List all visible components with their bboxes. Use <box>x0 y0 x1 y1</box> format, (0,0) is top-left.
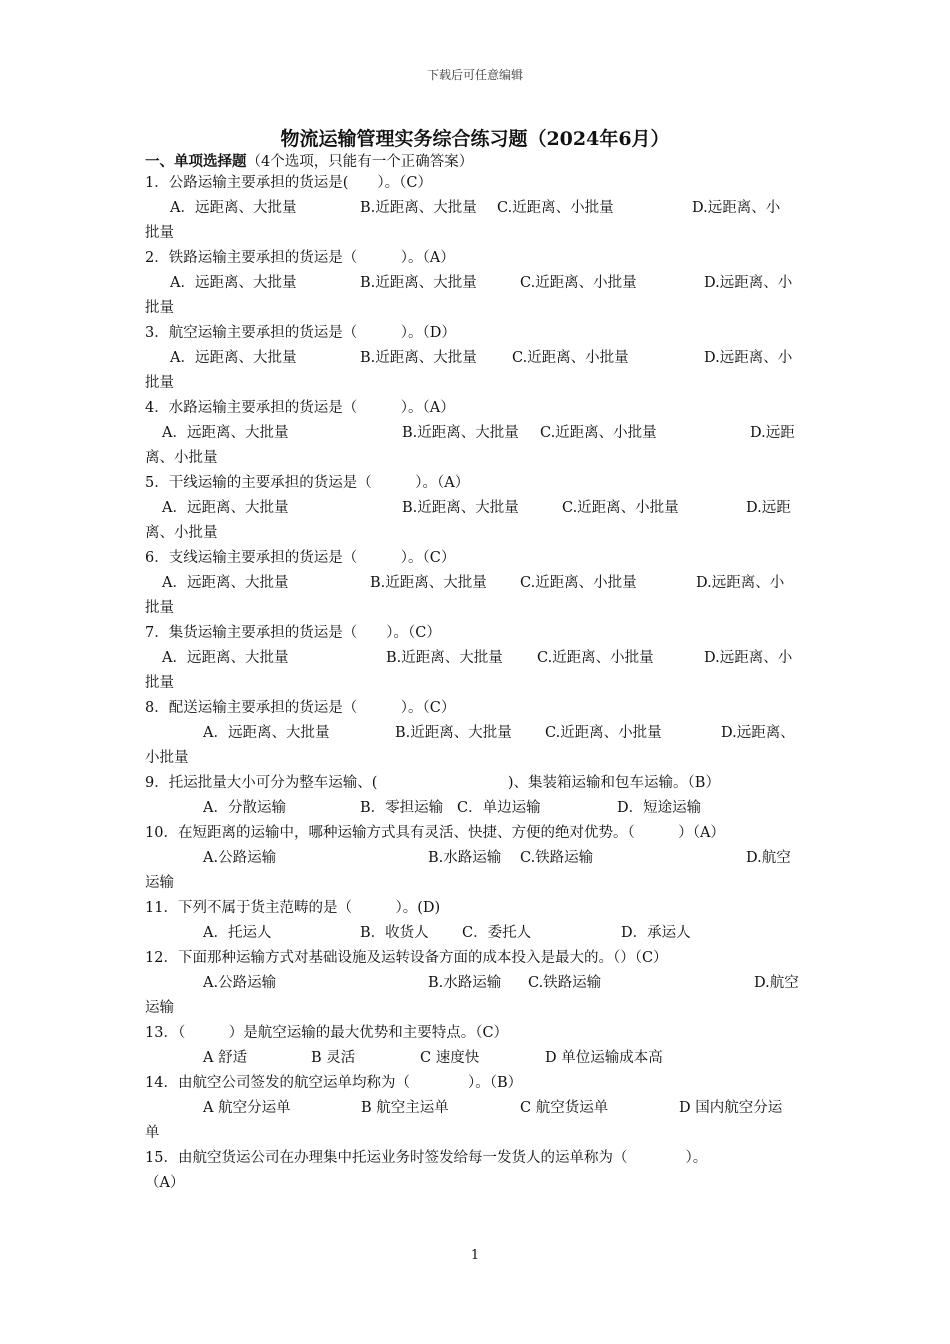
text-line: D.远距离、小 <box>704 650 793 666</box>
text-line: 12．下面那种运输方式对基础设施及运转设备方面的成本投入是最大的。（）（C） <box>145 950 668 966</box>
text-line: C.近距离、小批量 <box>540 425 657 441</box>
section-label: 一、单项选择题 <box>145 153 247 170</box>
text-line: C.铁路运输 <box>528 975 602 991</box>
text-line: 2．铁路运输主要承担的货运是（ ）。（A） <box>145 250 455 266</box>
text-line: 7．集货运输主要承担的货运是（ ）。（C） <box>145 625 441 641</box>
text-line: C 速度快 <box>420 1050 480 1066</box>
text-line: B 航空主运单 <box>361 1100 449 1116</box>
text-line: 5．干线运输的主要承担的货运是（ ）。（A） <box>145 475 470 491</box>
text-line: A．远距离、大批量 <box>170 350 297 366</box>
text-line: D.远距离、小 <box>692 200 781 216</box>
text-line: D.远距离、 <box>721 725 795 741</box>
text-line: B.水路运输 <box>428 975 502 991</box>
text-line: D.远距 <box>750 425 795 441</box>
text-line: C 航空货运单 <box>520 1100 609 1116</box>
section-heading <box>145 152 473 172</box>
text-line: D.远距 <box>746 500 791 516</box>
text-line: 3．航空运输主要承担的货运是（ ）。（D） <box>145 325 456 341</box>
text-line: B.近距离、大批量 <box>360 275 477 291</box>
section-note: （4个选项，只能有一个正确答案） <box>246 154 474 170</box>
text-line: 15．由航空货运公司在办理集中托运业务时签发给每一发货人的运单称为（ ）。 <box>145 1150 708 1166</box>
text-line: A．远距离、大批量 <box>162 425 289 441</box>
text-line: 批量 <box>145 600 174 616</box>
text-line: 13．（ ）是航空运输的最大优势和主要特点。（C） <box>145 1025 509 1041</box>
text-line: A．远距离、大批量 <box>162 500 289 516</box>
text-line: C.近距离、小批量 <box>497 200 614 216</box>
text-line: 离、小批量 <box>145 525 218 541</box>
text-line: 6．支线运输主要承担的货运是（ ）。（C） <box>145 550 456 566</box>
text-line: （A） <box>145 1175 185 1191</box>
text-line: B.近距离、大批量 <box>370 575 487 591</box>
text-line: 小批量 <box>145 750 189 766</box>
text-line: B.近距离、大批量 <box>386 650 503 666</box>
text-line: A．远距离、大批量 <box>162 650 289 666</box>
text-line: D.航空 <box>746 850 791 866</box>
text-line: C．单边运输 <box>457 800 541 816</box>
text-line: 14．由航空公司签发的航空运单均称为（ ）。（B） <box>145 1075 523 1091</box>
text-line: C.铁路运输 <box>520 850 594 866</box>
text-line: 4．水路运输主要承担的货运是（ ）。（A） <box>145 400 455 416</box>
text-line: 11．下列不属于货主范畴的是（ ）。(D) <box>145 900 441 916</box>
text-line: C.近距离、小批量 <box>545 725 662 741</box>
text-line: B.近距离、大批量 <box>360 200 477 216</box>
text-line: A．远距离、大批量 <box>170 200 297 216</box>
text-line: 批量 <box>145 675 174 691</box>
page-title: 物流运输管理实务综合练习题（2024年6月） <box>280 128 670 150</box>
page-header: 下载后可任意编辑 <box>426 68 523 82</box>
text-line: D 国内航空分运 <box>679 1100 783 1116</box>
text-line: 运输 <box>145 1000 174 1016</box>
text-line: A 航空分运单 <box>203 1100 291 1116</box>
text-line: B.水路运输 <box>428 850 502 866</box>
text-line: A．远距离、大批量 <box>203 725 330 741</box>
text-line: D．承运人 <box>621 925 691 941</box>
text-line: D.航空 <box>754 975 799 991</box>
text-line: B.近距离、大批量 <box>402 425 519 441</box>
text-line: A.公路运输 <box>203 850 277 866</box>
text-line: B.近距离、大批量 <box>395 725 512 741</box>
text-line: B.近距离、大批量 <box>402 500 519 516</box>
text-line: B．收货人 <box>360 925 429 941</box>
text-line: A.公路运输 <box>203 975 277 991</box>
text-line: B.近距离、大批量 <box>360 350 477 366</box>
text-line: A．远距离、大批量 <box>170 275 297 291</box>
text-line: C.近距离、小批量 <box>520 575 637 591</box>
text-line: 1．公路运输主要承担的货运是( ）。（C） <box>145 175 432 191</box>
text-line: 10．在短距离的运输中，哪种运输方式具有灵活、快捷、方便的绝对优势。（ ）（A） <box>145 825 725 841</box>
text-line: D.远距离、小 <box>704 275 793 291</box>
text-line: 9．托运批量大小可分为整车运输、( )、集装箱运输和包车运输。（B） <box>145 775 720 791</box>
text-line: 批量 <box>145 375 174 391</box>
text-line: A．分散运输 <box>203 800 286 816</box>
text-line: D．短途运输 <box>617 800 702 816</box>
text-line: 单 <box>145 1125 160 1141</box>
text-line: 运输 <box>145 875 174 891</box>
text-line: D 单位运输成本高 <box>545 1050 663 1066</box>
text-line: 批量 <box>145 225 174 241</box>
text-line: C.近距离、小批量 <box>537 650 654 666</box>
text-line: A 舒适 <box>203 1050 248 1066</box>
text-line: A．远距离、大批量 <box>162 575 289 591</box>
text-line: 离、小批量 <box>145 450 218 466</box>
text-line: B 灵活 <box>311 1050 356 1066</box>
text-line: D.远距离、小 <box>704 350 793 366</box>
page-number: 1 <box>470 1248 480 1263</box>
text-line: 批量 <box>145 300 174 316</box>
text-line: A．托运人 <box>203 925 272 941</box>
text-line: C.近距离、小批量 <box>520 275 637 291</box>
text-line: B．零担运输 <box>360 800 444 816</box>
text-line: 8．配送运输主要承担的货运是（ ）。（C） <box>145 700 456 716</box>
text-line: C.近距离、小批量 <box>512 350 629 366</box>
text-line: C．委托人 <box>462 925 532 941</box>
text-line: D.远距离、小 <box>696 575 785 591</box>
text-line: C.近距离、小批量 <box>562 500 679 516</box>
